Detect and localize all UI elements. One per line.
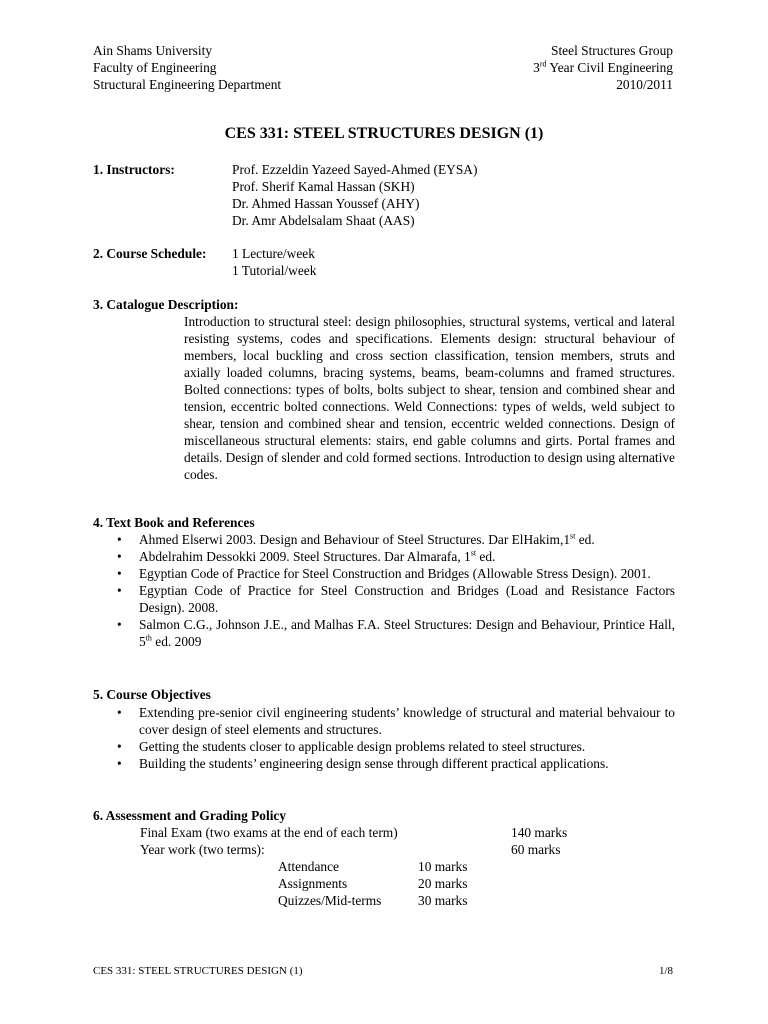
yearwork-marks: 60 marks bbox=[511, 842, 561, 857]
instructor-name: Dr. Amr Abdelsalam Shaat (AAS) bbox=[232, 213, 415, 228]
list-item: • Abdelrahim Dessokki 2009. Steel Structures. Dar Almarafa, 1st ed. bbox=[117, 548, 496, 564]
page-number: 1/8 bbox=[658, 965, 673, 977]
faculty-name: Faculty of Engineering bbox=[93, 60, 217, 75]
references-list bbox=[93, 531, 675, 650]
bullet-icon: • bbox=[117, 617, 122, 632]
instructor-name: Dr. Ahmed Hassan Youssef (AHY) bbox=[232, 196, 420, 211]
grading-sub-marks: 10 marks bbox=[418, 859, 468, 874]
schedule-list bbox=[232, 245, 316, 279]
academic-year: 2010/2011 bbox=[616, 77, 673, 92]
bullet-icon: • bbox=[117, 756, 122, 771]
instructors-list bbox=[232, 161, 477, 229]
instructors-heading: 1. Instructors: bbox=[93, 162, 175, 177]
final-exam-label: Final Exam (two exams at the end of each term) bbox=[140, 825, 398, 840]
header-left bbox=[93, 42, 281, 93]
grading-heading: 6. Assessment and Grading Policy bbox=[93, 808, 287, 823]
list-item: • Extending pre-senior civil engineering students’ knowledge of structural and material behvaiour to cover design of steel elements and structures. bbox=[117, 705, 675, 737]
grading-sub-label: Quizzes/Mid-terms bbox=[278, 893, 382, 908]
schedule-item: 1 Lecture/week bbox=[232, 246, 315, 261]
schedule-item: 1 Tutorial/week bbox=[232, 263, 317, 278]
objectives-list bbox=[93, 704, 675, 772]
instructor-name: Prof. Ezzeldin Yazeed Sayed-Ahmed (EYSA) bbox=[232, 162, 478, 177]
list-item: • Ahmed Elserwi 2003. Design and Behaviour of Steel Structures. Dar ElHakim,1st ed. bbox=[117, 531, 595, 547]
grading-sub-label: Assignments bbox=[278, 876, 348, 891]
bullet-icon: • bbox=[117, 739, 122, 754]
bullet-icon: • bbox=[117, 566, 122, 581]
catalogue-heading: 3. Catalogue Description: bbox=[93, 297, 239, 312]
year-level: 3rd Year Civil Engineering bbox=[533, 59, 673, 75]
university-name: Ain Shams University bbox=[93, 43, 213, 58]
list-item: • Salmon C.G., Johnson J.E., and Malhas F.A. Steel Structures: Design and Behaviour, Printice Hall, 5th ed. 2009 bbox=[117, 617, 675, 649]
catalogue-description: Introduction to structural steel: design philosophies, structural systems, vertical and lateral resisting systems, codes and specifications. Elements design: structural behaviour of members, local buckling and cross section classification, tension members, struts and axially loaded columns, bracing systems, beams, beam-columns and framed structures. Bolted connections: types of bolts, bolts subject to shear, tension and combined shear and tension, eccentric bolted connections. Weld Connections: types of welds, weld subject to shear, tension and combined shear and tension, eccentric welded connections. Design of miscellaneous structural elements: stairs, end gable columns and girts. Portal frames and details. Design of slender and cold formed sections. Introduction to design using alternative codes. bbox=[184, 314, 675, 482]
yearwork-label: Year work (two terms): bbox=[140, 842, 265, 857]
bullet-icon: • bbox=[117, 549, 122, 564]
grading-sub-marks: 30 marks bbox=[418, 893, 468, 908]
group-name: Steel Structures Group bbox=[551, 43, 673, 58]
bullet-icon: • bbox=[117, 583, 122, 598]
header-right bbox=[533, 42, 673, 93]
grading-sub-label: Attendance bbox=[278, 859, 339, 874]
list-item: • Egyptian Code of Practice for Steel Construction and Bridges (Allowable Stress Design). 2001. bbox=[117, 566, 651, 581]
schedule-heading: 2. Course Schedule: bbox=[93, 246, 207, 261]
department-name: Structural Engineering Department bbox=[93, 77, 282, 92]
bullet-icon: • bbox=[117, 532, 122, 547]
instructor-name: Prof. Sherif Kamal Hassan (SKH) bbox=[232, 179, 415, 194]
bullet-icon: • bbox=[117, 705, 122, 720]
list-item: • Building the students’ engineering design sense through different practical applications. bbox=[117, 756, 609, 771]
footer-title: CES 331: STEEL STRUCTURES DESIGN (1) bbox=[93, 965, 303, 977]
grading-sub-marks: 20 marks bbox=[418, 876, 468, 891]
references-heading: 4. Text Book and References bbox=[93, 515, 255, 530]
list-item: • Getting the students closer to applicable design problems related to steel structures. bbox=[117, 739, 586, 754]
page-title: CES 331: STEEL STRUCTURES DESIGN (1) bbox=[224, 125, 544, 142]
objectives-heading: 5. Course Objectives bbox=[93, 687, 211, 702]
final-exam-marks: 140 marks bbox=[511, 825, 568, 840]
list-item: • Egyptian Code of Practice for Steel Construction and Bridges (Load and Resistance Factors Design). 2008. bbox=[117, 583, 675, 615]
